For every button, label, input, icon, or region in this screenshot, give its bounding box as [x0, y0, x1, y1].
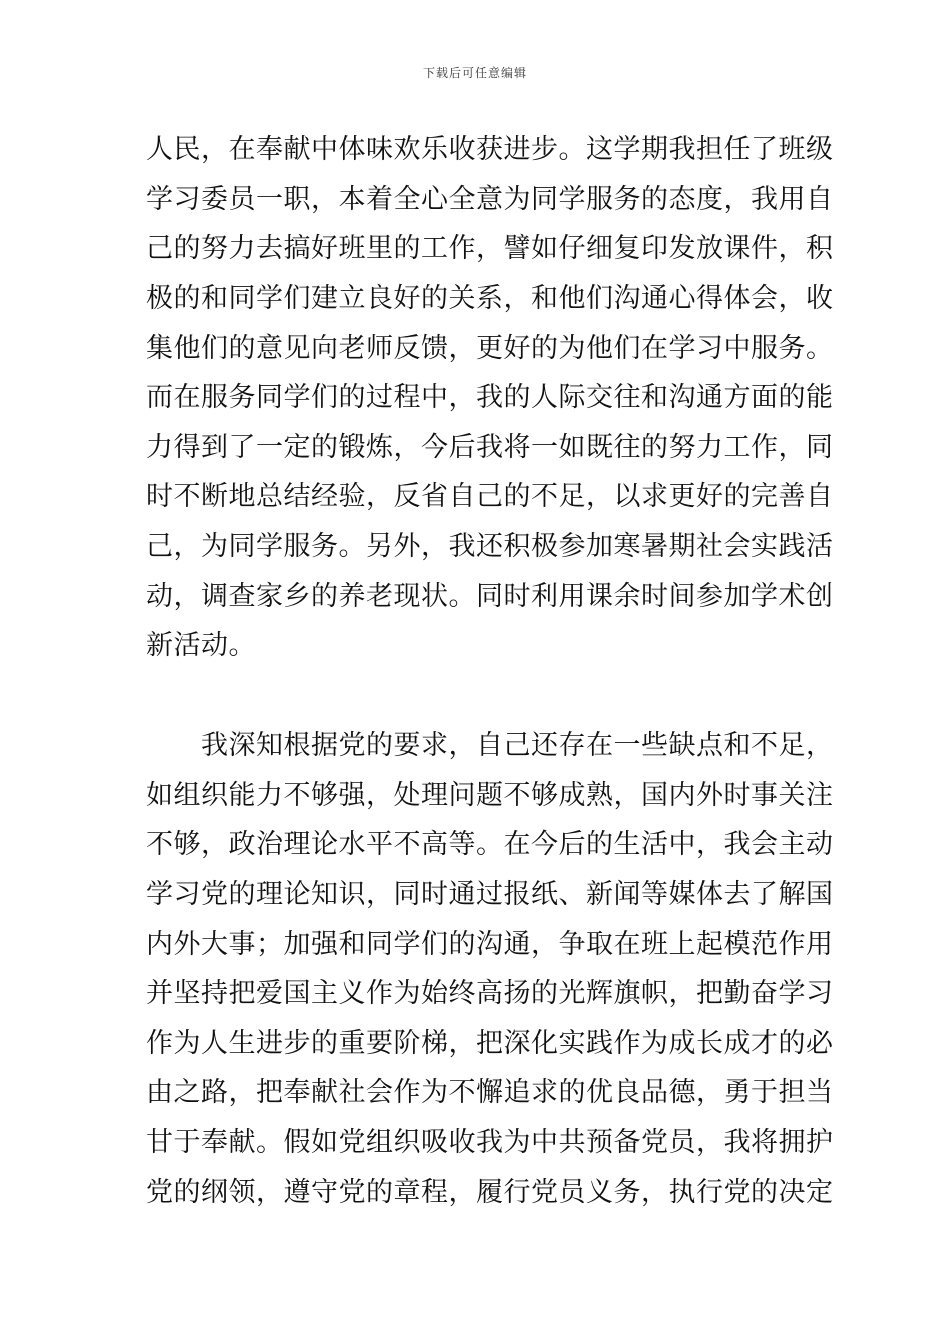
- paragraph-line: 时不断地总结经验，反省自己的不足，以求更好的完善自: [146, 481, 834, 512]
- paragraph-line: 内外大事；加强和同学们的沟通，争取在班上起模范作用: [146, 929, 834, 960]
- paragraph-line: 极的和同学们建立良好的关系，和他们沟通心得体会，收: [146, 283, 834, 314]
- paragraph-line: 集他们的意见向老师反馈，更好的为他们在学习中服务。: [146, 333, 834, 364]
- paragraph-line: 人民，在奉献中体味欢乐收获进步。这学期我担任了班级: [146, 134, 834, 165]
- paragraph-line: 力得到了一定的锻炼，今后我将一如既往的努力工作，同: [146, 432, 834, 463]
- paragraph-line: 学习委员一职，本着全心全意为同学服务的态度，我用自: [146, 184, 834, 215]
- page-header: 下载后可任意编辑: [422, 66, 527, 80]
- paragraph-line: 而在服务同学们的过程中，我的人际交往和沟通方面的能: [146, 382, 834, 413]
- paragraph-line: 我深知根据党的要求，自己还存在一些缺点和不足，: [146, 730, 834, 761]
- paragraph-line: 不够，政治理论水平不高等。在今后的生活中，我会主动: [146, 829, 834, 860]
- paragraph-line: 己的努力去搞好班里的工作，譬如仔细复印发放课件，积: [146, 233, 834, 264]
- paragraph-line: 学习党的理论知识，同时通过报纸、新闻等媒体去了解国: [146, 879, 834, 910]
- paragraph-line: 己，为同学服务。另外，我还积极参加寒暑期社会实践活: [146, 531, 834, 562]
- paragraph-line: 并坚持把爱国主义作为始终高扬的光辉旗帜，把勤奋学习: [146, 978, 834, 1009]
- paragraph-line: 甘于奉献。假如党组织吸收我为中共预备党员，我将拥护: [146, 1127, 834, 1158]
- paragraph-line: 由之路，把奉献社会作为不懈追求的优良品德，勇于担当: [146, 1077, 834, 1108]
- paragraph-line: 如组织能力不够强，处理问题不够成熟，国内外时事关注: [146, 780, 834, 811]
- paragraph-line: 动，调查家乡的养老现状。同时利用课余时间参加学术创: [146, 581, 834, 612]
- paragraph-line: 新活动。: [146, 630, 256, 661]
- paragraph-line: 党的纲领，遵守党的章程，履行党员义务，执行党的决定: [146, 1177, 834, 1208]
- paragraph-line: 作为人生进步的重要阶梯，把深化实践作为成长成才的必: [146, 1028, 834, 1059]
